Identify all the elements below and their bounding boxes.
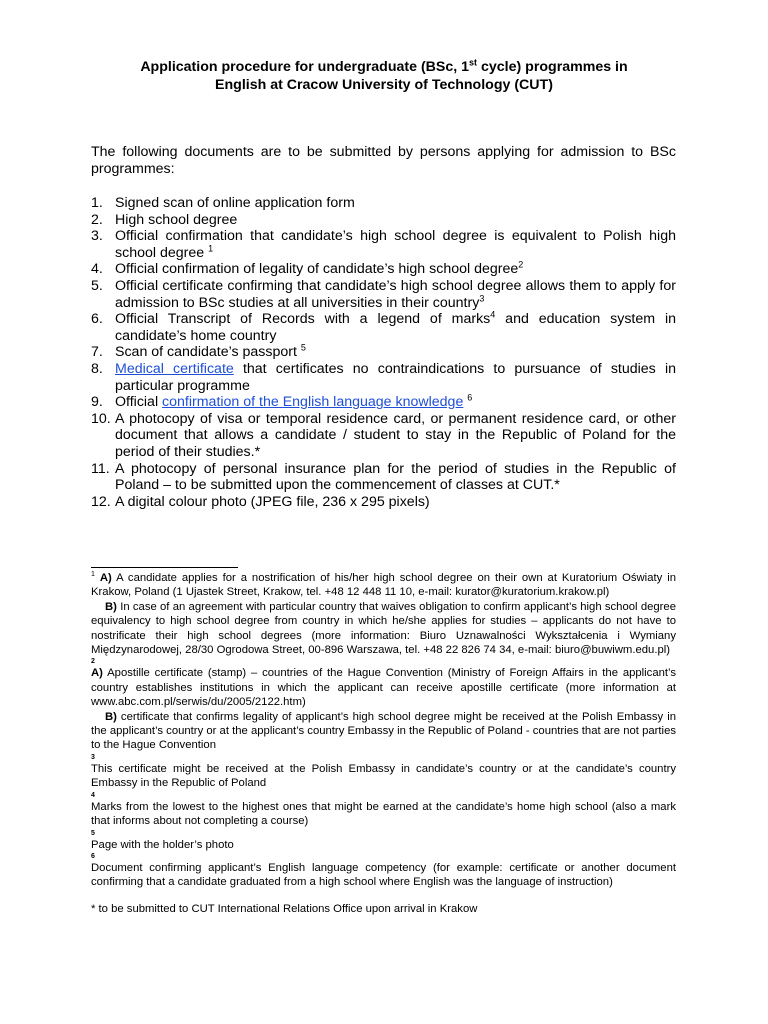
item-number: 2.	[91, 211, 103, 228]
item-number: 1.	[91, 195, 103, 211]
footnote-2a	[91, 666, 676, 709]
title-line2: English at Cracow University of Technology (CUT)	[215, 77, 553, 93]
footnote-mark: 4	[91, 791, 95, 799]
footnotes	[91, 571, 676, 916]
item-number: 7.	[91, 344, 103, 361]
item-text: Official certificate confirming that candidate’s high school degree allows them to apply for admission to BSc studies at all universities in their country	[115, 277, 676, 311]
footnote-ref: 4	[490, 309, 496, 320]
footnote-6: Document confirming applicant’s English language competency (for example: certificate or another document confirming that a candidate graduated from a high school where English was the language of instruction)	[91, 861, 676, 889]
footnote-mark: 2	[91, 658, 95, 666]
title-line1-part1: Application procedure for undergraduate (BSc, 1	[140, 59, 470, 75]
list-item	[91, 411, 676, 461]
footnote-2b	[91, 710, 676, 753]
footnote-ref: 1	[208, 243, 214, 254]
list-item	[91, 494, 676, 511]
item-text: A photocopy of visa or temporal residence card, or permanent residence card, or other document that allows a candidate / student to stay in the Republic of Poland for the period of their studies.*	[115, 410, 676, 460]
footnote-ref: 6	[467, 392, 473, 403]
list-item	[91, 278, 676, 311]
footnote-mark: 1	[91, 571, 95, 579]
list-item	[91, 195, 676, 212]
list-item	[91, 212, 676, 229]
document-list	[91, 195, 676, 510]
item-number: 3.	[91, 228, 103, 245]
page-title	[90, 58, 678, 94]
item-text: Official Transcript of Records with a legend of marks	[115, 311, 491, 328]
item-number: 4.	[91, 261, 103, 278]
list-item	[91, 311, 676, 344]
item-number: 9.	[91, 394, 103, 411]
list-item	[91, 394, 676, 411]
footnote-ref: 5	[300, 342, 306, 353]
english-confirmation-link[interactable]: confirmation of the English language knowledge	[162, 394, 464, 411]
item-text: Official confirmation of legality of candidate’s high school degree	[115, 261, 519, 278]
item-number: 12.	[91, 493, 111, 510]
footnote-mark: 3	[91, 753, 95, 761]
footnote-text: A candidate applies for a nostrification of his/her high school degree on their own at Kuratorium Oświaty in Krakow, Poland (1 Ujastek Street, Krakow, tel. +48 12 448 11 10, e-mail: kurator@kuratorium.krakow.pl)	[91, 572, 676, 599]
footnote-5: Page with the holder’s photo	[91, 838, 234, 851]
item-text: Official confirmation that candidate’s high school degree is equivalent to Polish high school degree	[115, 228, 676, 261]
footnote-label: B)	[105, 600, 117, 613]
item-number: 6.	[91, 311, 103, 328]
list-item	[91, 344, 676, 361]
item-number: 11.	[91, 460, 110, 477]
title-superscript: st	[469, 57, 478, 68]
item-text: High school degree	[115, 211, 238, 228]
footnote-4: Marks from the lowest to the highest ones that might be earned at the candidate’s home high school (also a mark that informs about not completing a course)	[91, 800, 676, 828]
list-item	[91, 361, 676, 394]
footnote-separator	[91, 567, 238, 568]
item-text: Signed scan of online application form	[115, 195, 355, 211]
footnote-text: Apostille certificate (stamp) – countries of the Hague Convention (Ministry of Foreign Affairs in the applicant’s country establishes institutions in which the applicant can receive apostille certificate (more information at www.abc.com.pl/serwis/du/2005/2122.htm)	[91, 667, 676, 709]
item-number: 5.	[91, 277, 103, 294]
list-item	[91, 461, 676, 494]
item-text: that certificates no contraindications to pursuance of studies in particular programme	[115, 360, 676, 394]
list-item	[91, 228, 676, 261]
footnote-label: B)	[105, 710, 117, 723]
item-text: A photocopy of personal insurance plan for the period of studies in the Republic of Poland – to be submitted upon the commencement of classes at CUT.*	[115, 460, 676, 494]
footnote-ref: 2	[518, 259, 524, 270]
footnote-1a	[91, 571, 676, 600]
item-text: Scan of candidate’s passport	[115, 344, 301, 361]
footnote-text: certificate that confirms legality of applicant’s high school degree might be received at the Polish Embassy in the applicant’s country or at the applicant’s country Embassy in the Republic of Poland - countries that are not parties to the Hague Convention	[91, 710, 676, 752]
list-item	[91, 261, 676, 278]
item-text: A digital colour photo (JPEG file, 236 x 295 pixels)	[115, 493, 430, 510]
footnote-ref: 3	[479, 292, 485, 303]
footnote-text: In case of an agreement with particular country that waives obligation to confirm applicant’s high school degree equivalency to high school degree from country in which he/she applies for studies – applicants do not have to nostrificate their high school degrees (more information: Biuro Uznawalności Wykształcenia i Wymiany Międzynarodowej, 28/30 Ogrodowa Street, 00-896 Warszawa, tel. +48 22 826 74 34, e-mail: biuro@buwiwm.edu.pl)	[91, 600, 676, 657]
item-text-continued: and education system in candidate’s home country	[115, 311, 676, 344]
item-number: 8.	[91, 360, 103, 377]
arrival-note: * to be submitted to CUT International Relations Office upon arrival in Krakow	[91, 902, 478, 915]
item-number: 10.	[91, 410, 111, 427]
footnote-label: A)	[91, 667, 103, 680]
title-line1-part2: cycle) programmes in	[477, 59, 628, 75]
footnote-3: This certificate might be received at the Polish Embassy in candidate’s country or at the candidate’s country Embassy in the Republic of Poland	[91, 762, 676, 790]
medical-certificate-link[interactable]: Medical certificate	[115, 360, 234, 377]
item-text: Official	[115, 394, 163, 411]
footnote-label: A)	[99, 572, 112, 584]
footnote-mark: 6	[91, 852, 95, 860]
footnote-1b	[91, 600, 676, 658]
intro-paragraph: The following documents are to be submitted by persons applying for admission to BSc programmes:	[91, 144, 676, 177]
footnote-mark: 5	[91, 829, 95, 837]
